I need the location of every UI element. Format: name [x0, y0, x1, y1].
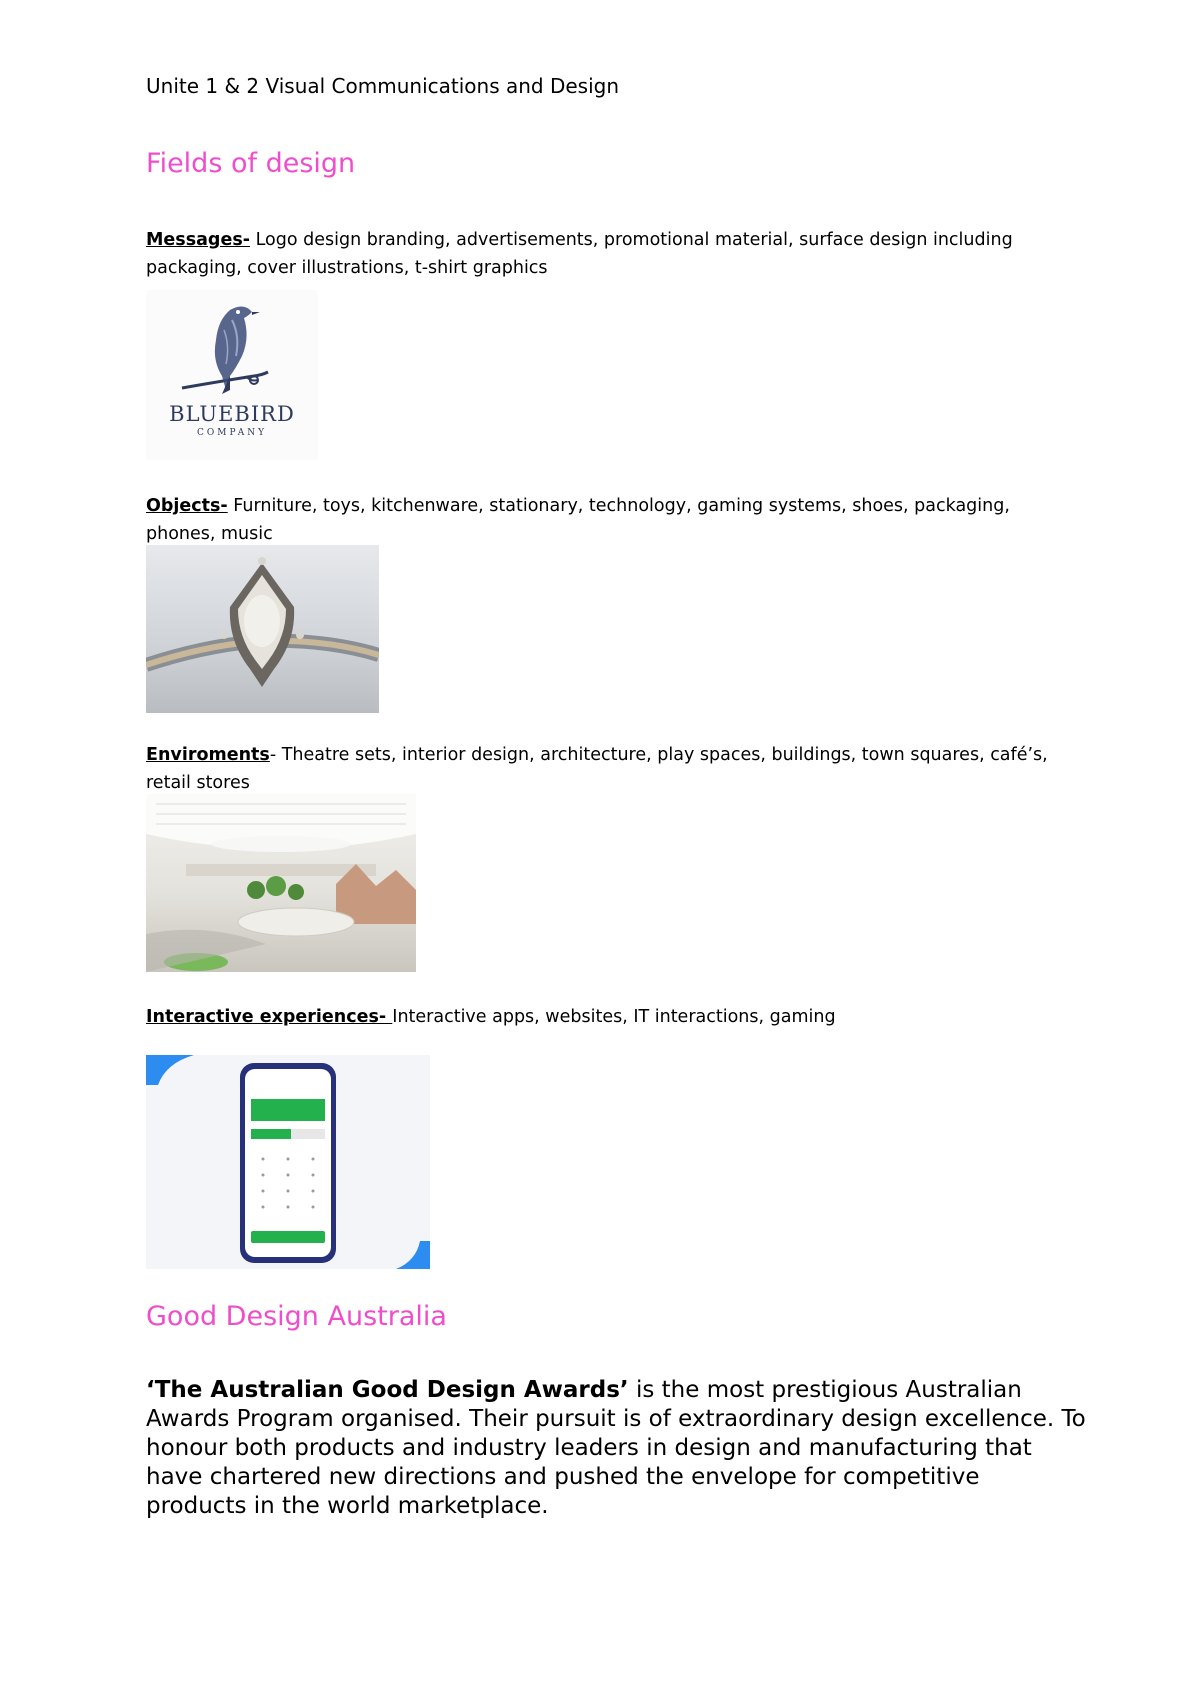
bluebird-logo-image: [146, 290, 318, 460]
field-label: Objects-: [146, 496, 228, 516]
field-text: Furniture, toys, kitchenware, stationary, technology, gaming systems, shoes, packaging, phones, music: [146, 496, 1010, 544]
ring-icon: [146, 545, 379, 713]
field-label: Interactive experiences-: [146, 1007, 393, 1027]
page-header: Unite 1 & 2 Visual Communications and Design: [146, 74, 620, 98]
field-text: Logo design branding, advertisements, promotional material, surface design including packaging, cover illustrations, t-shirt graphics: [146, 230, 1013, 278]
field-interactive: [146, 1003, 1076, 1031]
good-design-australia-heading: Good Design Australia: [146, 1301, 447, 1332]
fields-of-design-heading: Fields of design: [146, 148, 356, 179]
interior-image: [146, 794, 416, 972]
field-environments: [146, 741, 1076, 797]
logo-brand-text: BLUEBIRD: [169, 402, 295, 426]
field-objects: [146, 492, 1076, 548]
phone-app-image: [146, 1055, 430, 1269]
awards-paragraph: [146, 1376, 1086, 1521]
field-label: Enviroments: [146, 745, 270, 765]
logo-sub-text: COMPANY: [196, 428, 268, 438]
field-text: - Theatre sets, interior design, architecture, play spaces, buildings, town squares, café’s, retail stores: [146, 745, 1048, 793]
field-messages: [146, 226, 1076, 282]
phone-icon: [146, 1055, 430, 1269]
awards-text: is the most prestigious Australian Awards Program organised. Their pursuit is of extraordinary design excellence. To honour both products and industry leaders in design and manufacturing that have chartered new directions and pushed the envelope for competitive products in the world marketplace.: [146, 1377, 1086, 1519]
play-space-icon: [146, 794, 416, 972]
field-text: Interactive apps, websites, IT interactions, gaming: [392, 1007, 836, 1027]
awards-title: ‘The Australian Good Design Awards’: [146, 1377, 629, 1403]
ring-image: [146, 545, 379, 713]
field-label: Messages-: [146, 230, 251, 250]
